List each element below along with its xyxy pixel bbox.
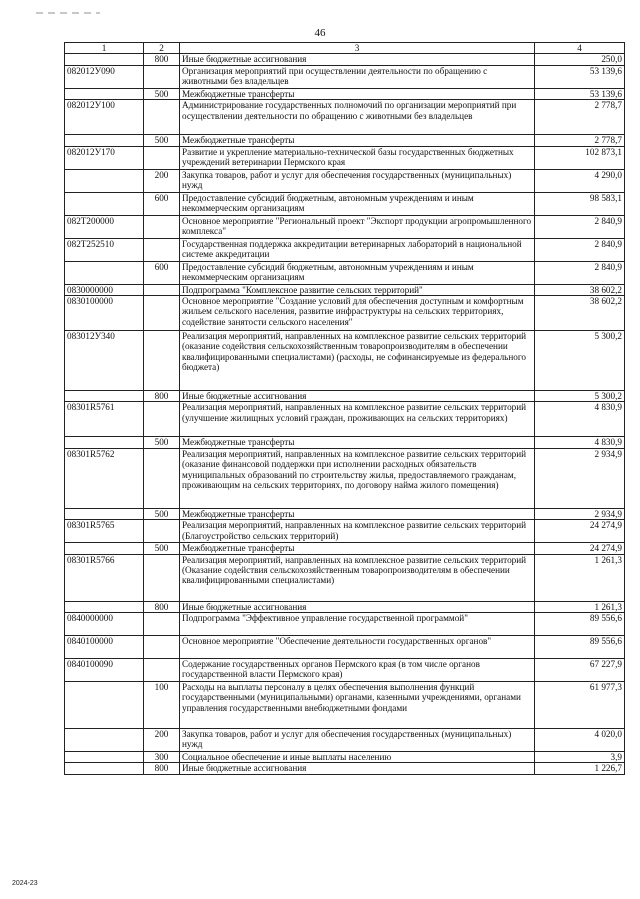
table-header-row xyxy=(65,43,625,54)
header-col-1: 1 xyxy=(65,43,144,54)
item-name-cell: Межбюджетные трансферты xyxy=(180,135,535,146)
code-cell xyxy=(65,729,144,752)
amount-cell: 61 977,3 xyxy=(535,682,625,729)
item-name-cell: Основное мероприятие "Региональный проект "Экспорт продукции агропромышленного комплекса" xyxy=(180,215,535,238)
table-row xyxy=(65,65,625,88)
item-name-cell: Реализация мероприятий, направленных на комплексное развитие сельских территорий (Оказание содействия сельскохозяйственным товаропроизводителям в обеспечении квалифицированными специалистами) xyxy=(180,554,535,601)
budget-table xyxy=(64,42,625,775)
code-cell: 082Т200000 xyxy=(65,215,144,238)
code-cell xyxy=(65,682,144,729)
code-cell xyxy=(65,261,144,284)
code-cell xyxy=(65,88,144,99)
table-row xyxy=(65,169,625,192)
table-row xyxy=(65,331,625,391)
expense-type-cell: 800 xyxy=(144,763,180,774)
item-name-cell: Иные бюджетные ассигнования xyxy=(180,54,535,65)
code-cell xyxy=(65,437,144,448)
code-cell: 083012У340 xyxy=(65,331,144,391)
amount-cell: 53 139,6 xyxy=(535,88,625,99)
expense-type-cell xyxy=(144,284,180,295)
item-name-cell: Межбюджетные трансферты xyxy=(180,88,535,99)
amount-cell: 2 840,9 xyxy=(535,238,625,261)
expense-type-cell: 200 xyxy=(144,729,180,752)
item-name-cell: Социальное обеспечение и иные выплаты населению xyxy=(180,752,535,763)
amount-cell: 98 583,1 xyxy=(535,192,625,215)
expense-type-cell: 500 xyxy=(144,437,180,448)
code-cell: 082012У100 xyxy=(65,100,144,135)
expense-type-cell: 500 xyxy=(144,135,180,146)
expense-type-cell xyxy=(144,146,180,169)
code-cell xyxy=(65,601,144,612)
expense-type-cell: 500 xyxy=(144,543,180,554)
item-name-cell: Межбюджетные трансферты xyxy=(180,543,535,554)
item-name-cell: Предоставление субсидий бюджетным, автономным учреждениям и иным некоммерческим организациям xyxy=(180,192,535,215)
table-row xyxy=(65,752,625,763)
code-cell: 0840100090 xyxy=(65,659,144,682)
table-row xyxy=(65,601,625,612)
item-name-cell: Содержание государственных органов Пермского края (в том числе органов государственной власти Пермского края) xyxy=(180,659,535,682)
expense-type-cell: 800 xyxy=(144,54,180,65)
expense-type-cell xyxy=(144,520,180,543)
amount-cell: 102 873,1 xyxy=(535,146,625,169)
code-cell xyxy=(65,192,144,215)
amount-cell: 250,0 xyxy=(535,54,625,65)
code-cell: 082012У170 xyxy=(65,146,144,169)
code-cell xyxy=(65,169,144,192)
item-name-cell: Развитие и укрепление материально-технической базы государственных бюджетных учреждений ветеринарии Пермского края xyxy=(180,146,535,169)
amount-cell: 38 602,2 xyxy=(535,296,625,331)
expense-type-cell xyxy=(144,331,180,391)
item-name-cell: Реализация мероприятий, направленных на комплексное развитие сельских территорий (улучшение жилищных условий граждан, проживающих на сельских территориях) xyxy=(180,402,535,437)
table-row xyxy=(65,391,625,402)
item-name-cell: Основное мероприятие "Обеспечение деятельности государственных органов" xyxy=(180,636,535,659)
expense-type-cell xyxy=(144,659,180,682)
expense-type-cell: 500 xyxy=(144,88,180,99)
item-name-cell: Подпрограмма "Эффективное управление государственной программой" xyxy=(180,613,535,636)
expense-type-cell xyxy=(144,448,180,508)
table-row xyxy=(65,284,625,295)
expense-type-cell: 300 xyxy=(144,752,180,763)
table-row xyxy=(65,100,625,135)
expense-type-cell: 600 xyxy=(144,261,180,284)
expense-type-cell xyxy=(144,613,180,636)
item-name-cell: Иные бюджетные ассигнования xyxy=(180,601,535,612)
amount-cell: 5 300,2 xyxy=(535,331,625,391)
item-name-cell: Иные бюджетные ассигнования xyxy=(180,763,535,774)
amount-cell: 2 840,9 xyxy=(535,261,625,284)
table-row xyxy=(65,636,625,659)
expense-type-cell: 600 xyxy=(144,192,180,215)
expense-type-cell: 500 xyxy=(144,508,180,519)
code-cell xyxy=(65,508,144,519)
amount-cell: 24 274,9 xyxy=(535,543,625,554)
amount-cell: 89 556,6 xyxy=(535,613,625,636)
table-row xyxy=(65,659,625,682)
expense-type-cell xyxy=(144,65,180,88)
amount-cell: 4 830,9 xyxy=(535,402,625,437)
expense-type-cell xyxy=(144,636,180,659)
amount-cell: 4 020,0 xyxy=(535,729,625,752)
code-cell xyxy=(65,543,144,554)
table-row xyxy=(65,238,625,261)
expense-type-cell xyxy=(144,100,180,135)
amount-cell: 3,9 xyxy=(535,752,625,763)
table-row xyxy=(65,88,625,99)
amount-cell: 2 778,7 xyxy=(535,100,625,135)
table-row xyxy=(65,296,625,331)
header-col-4: 4 xyxy=(535,43,625,54)
code-cell: 0830000000 xyxy=(65,284,144,295)
code-cell: 08301R5762 xyxy=(65,448,144,508)
item-name-cell: Межбюджетные трансферты xyxy=(180,508,535,519)
code-cell xyxy=(65,763,144,774)
amount-cell: 38 602,2 xyxy=(535,284,625,295)
expense-type-cell: 800 xyxy=(144,601,180,612)
document-footer-code: 2024-23 xyxy=(12,880,38,887)
table-row xyxy=(65,729,625,752)
item-name-cell: Основное мероприятие "Создание условий для обеспечения доступным и комфортным жильем сельского населения, развитие инфраструктуры на сельских территориях, содействие занятости сельского населения" xyxy=(180,296,535,331)
table-row xyxy=(65,448,625,508)
table-row xyxy=(65,54,625,65)
item-name-cell: Реализация мероприятий, направленных на комплексное развитие сельских территорий (оказание финансовой поддержки при исполнении расходных обязательств муниципальных образований по строительству жилья, предоставляемого гражданам, проживающим на сельских территориях, по договору найма жилого помещения) xyxy=(180,448,535,508)
item-name-cell: Расходы на выплаты персоналу в целях обеспечения выполнения функций государственными (муниципальными) органами, казенными учреждениями, органами управления государственными внебюджетными фондами xyxy=(180,682,535,729)
table-row xyxy=(65,437,625,448)
item-name-cell: Организация мероприятий при осуществлении деятельности по обращению с животными без владельцев xyxy=(180,65,535,88)
table-row xyxy=(65,543,625,554)
expense-type-cell xyxy=(144,554,180,601)
item-name-cell: Иные бюджетные ассигнования xyxy=(180,391,535,402)
table-row xyxy=(65,402,625,437)
code-cell xyxy=(65,54,144,65)
expense-type-cell xyxy=(144,238,180,261)
table-row xyxy=(65,613,625,636)
item-name-cell: Реализация мероприятий, направленных на комплексное развитие сельских территорий (оказание содействия сельскохозяйственным товаропроизводителям в обеспечении квалифицированными специалистами) (расходы, не софинансируемые из федерального бюджета) xyxy=(180,331,535,391)
code-cell xyxy=(65,752,144,763)
item-name-cell: Подпрограмма "Комплексное развитие сельских территорий" xyxy=(180,284,535,295)
code-cell: 08301R5765 xyxy=(65,520,144,543)
amount-cell: 24 274,9 xyxy=(535,520,625,543)
expense-type-cell xyxy=(144,296,180,331)
code-cell xyxy=(65,391,144,402)
item-name-cell: Администрирование государственных полномочий по организации мероприятий при осуществлении деятельности по обращению с животными без владельцев xyxy=(180,100,535,135)
item-name-cell: Государственная поддержка аккредитации ветеринарных лабораторий в национальной системе аккредитации xyxy=(180,238,535,261)
table-row xyxy=(65,215,625,238)
expense-type-cell: 800 xyxy=(144,391,180,402)
page-number: 46 xyxy=(314,27,326,39)
code-cell: 08301R5761 xyxy=(65,402,144,437)
code-cell: 0840100000 xyxy=(65,636,144,659)
table-row xyxy=(65,682,625,729)
amount-cell: 4 830,9 xyxy=(535,437,625,448)
code-cell: 082Т252510 xyxy=(65,238,144,261)
expense-type-cell: 100 xyxy=(144,682,180,729)
item-name-cell: Закупка товаров, работ и услуг для обеспечения государственных (муниципальных) нужд xyxy=(180,169,535,192)
table-row xyxy=(65,508,625,519)
amount-cell: 4 290,0 xyxy=(535,169,625,192)
amount-cell: 89 556,6 xyxy=(535,636,625,659)
table-row xyxy=(65,192,625,215)
amount-cell: 2 934,9 xyxy=(535,508,625,519)
expense-type-cell: 200 xyxy=(144,169,180,192)
header-col-2: 2 xyxy=(144,43,180,54)
amount-cell: 2 934,9 xyxy=(535,448,625,508)
table-row xyxy=(65,135,625,146)
code-cell xyxy=(65,135,144,146)
item-name-cell: Межбюджетные трансферты xyxy=(180,437,535,448)
amount-cell: 2 840,9 xyxy=(535,215,625,238)
amount-cell: 2 778,7 xyxy=(535,135,625,146)
item-name-cell: Закупка товаров, работ и услуг для обеспечения государственных (муниципальных) нужд xyxy=(180,729,535,752)
code-cell: 08301R5766 xyxy=(65,554,144,601)
code-cell: 0830100000 xyxy=(65,296,144,331)
amount-cell: 67 227,9 xyxy=(535,659,625,682)
code-cell: 082012У090 xyxy=(65,65,144,88)
table-row xyxy=(65,261,625,284)
expense-type-cell xyxy=(144,215,180,238)
amount-cell: 1 226,7 xyxy=(535,763,625,774)
code-cell: 0840000000 xyxy=(65,613,144,636)
table-row xyxy=(65,554,625,601)
amount-cell: 53 139,6 xyxy=(535,65,625,88)
header-col-3: 3 xyxy=(180,43,535,54)
amount-cell: 1 261,3 xyxy=(535,554,625,601)
expense-type-cell xyxy=(144,402,180,437)
item-name-cell: Предоставление субсидий бюджетным, автономным учреждениям и иным некоммерческим организациям xyxy=(180,261,535,284)
table-row xyxy=(65,520,625,543)
item-name-cell: Реализация мероприятий, направленных на комплексное развитие сельских территорий (Благоустройство сельских территорий) xyxy=(180,520,535,543)
table-row xyxy=(65,146,625,169)
amount-cell: 1 261,3 xyxy=(535,601,625,612)
table-row xyxy=(65,763,625,774)
scan-artifact xyxy=(36,12,100,14)
amount-cell: 5 300,2 xyxy=(535,391,625,402)
